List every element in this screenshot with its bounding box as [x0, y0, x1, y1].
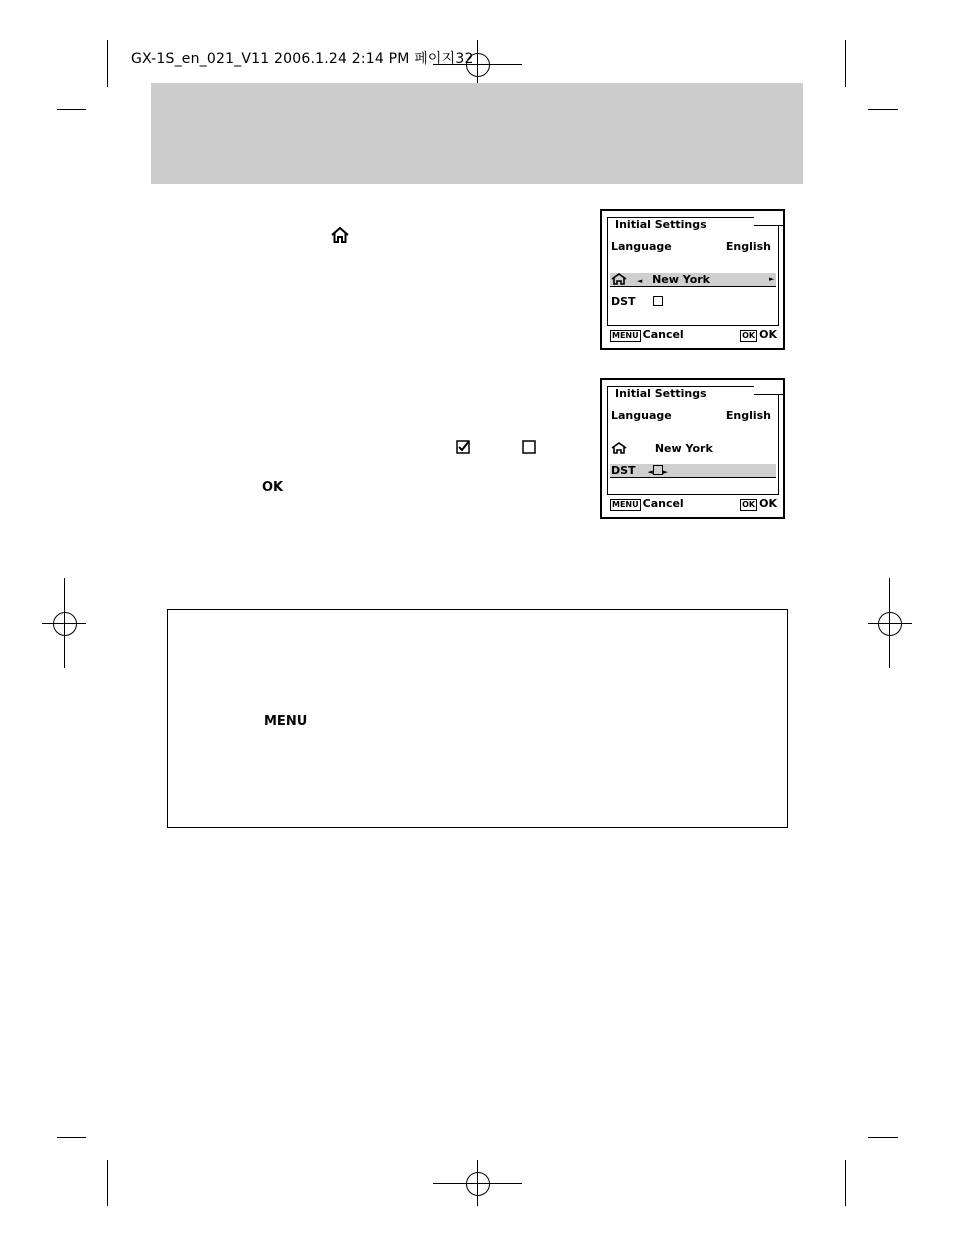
dst-label: DST — [611, 464, 636, 477]
home-icon — [611, 273, 627, 288]
ok-label: OK — [759, 497, 777, 510]
city-value: New York — [654, 442, 713, 455]
note-box — [167, 609, 788, 828]
screen-footer — [610, 328, 777, 342]
screen-footer — [610, 497, 777, 511]
home-icon — [331, 227, 349, 248]
dst-row[interactable] — [611, 464, 668, 477]
screen-panel — [607, 217, 779, 326]
crop-mark-bottom-right-v — [845, 1160, 846, 1206]
home-city-row[interactable] — [611, 273, 710, 288]
screen-panel — [607, 386, 779, 495]
left-arrow-icon: ◄ — [647, 468, 653, 476]
crop-mark-bottom-right-h — [868, 1137, 898, 1138]
left-arrow-icon: ◄ — [636, 277, 643, 285]
language-label: Language — [611, 240, 672, 253]
crop-mark-top-right-v — [845, 40, 846, 87]
checked-checkbox-icon — [456, 440, 470, 459]
home-city-row[interactable] — [611, 442, 713, 457]
screen-title: Initial Settings — [615, 387, 707, 400]
language-value: English — [725, 409, 771, 422]
empty-checkbox-icon — [653, 465, 663, 475]
crop-mark-bottom-left-h — [57, 1137, 86, 1138]
screen-title: Initial Settings — [615, 218, 707, 231]
print-slug: GX-1S_en_021_V11 2006.1.24 2:14 PM 페이지32 — [131, 51, 474, 67]
dst-label: DST — [611, 295, 636, 308]
home-icon — [611, 442, 627, 457]
crop-mark-top-left-v — [107, 40, 108, 87]
menu-key-label: MENU — [264, 714, 308, 729]
ok-badge: OK — [742, 500, 756, 509]
cancel-label: Cancel — [642, 497, 684, 510]
dst-row[interactable] — [611, 295, 663, 308]
empty-checkbox-icon — [522, 440, 536, 459]
language-label: Language — [611, 409, 672, 422]
camera-screen-dst-select — [600, 378, 785, 519]
ok-key-label: OK — [262, 480, 284, 495]
empty-checkbox-icon — [653, 296, 663, 306]
crop-mark-top-right-h — [868, 109, 898, 110]
language-value: English — [725, 240, 771, 253]
crop-mark-bottom-left-v — [107, 1160, 108, 1206]
right-arrow-icon: ► — [769, 275, 775, 283]
crop-mark-top-left-h — [57, 109, 86, 110]
ok-label: OK — [759, 328, 777, 341]
menu-badge: MENU — [612, 500, 639, 509]
city-value: New York — [652, 273, 710, 286]
cancel-label: Cancel — [642, 328, 684, 341]
menu-badge: MENU — [612, 331, 639, 340]
ok-badge: OK — [742, 331, 756, 340]
header-band — [151, 83, 803, 184]
camera-screen-city-select — [600, 209, 785, 350]
right-arrow-icon: ► — [662, 468, 669, 476]
